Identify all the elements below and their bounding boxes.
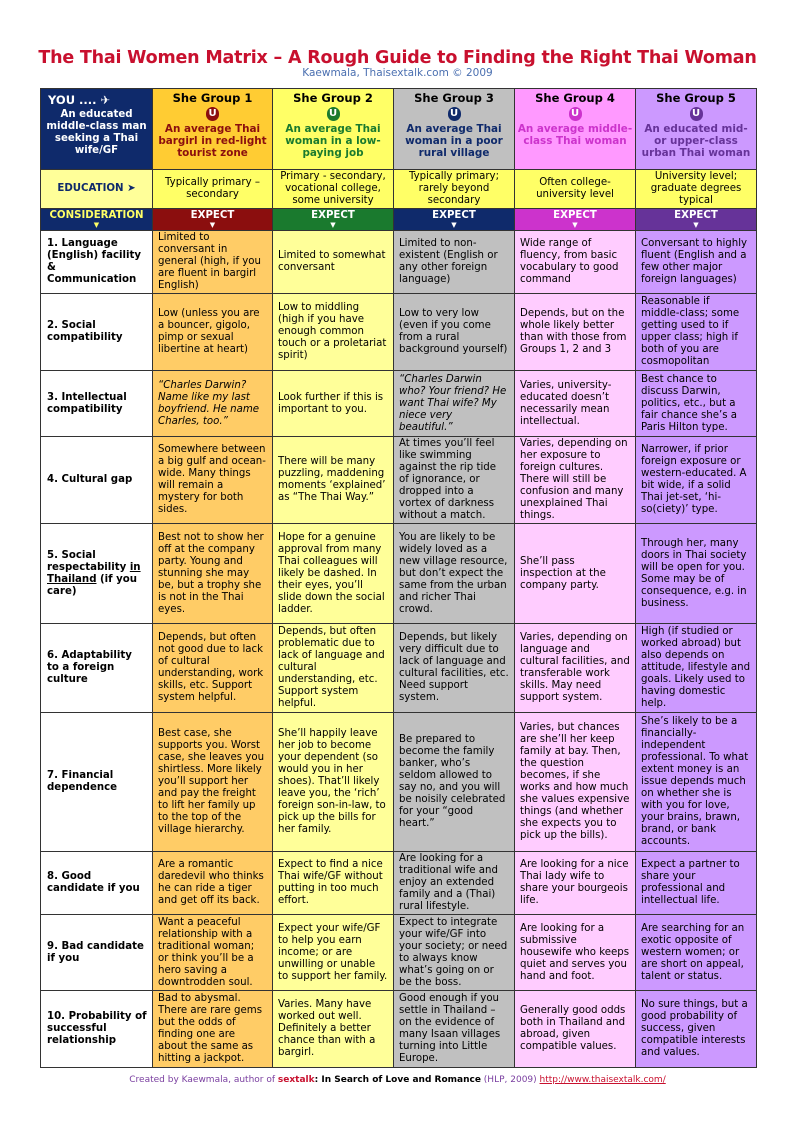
table-cell: High (if studied or worked abroad) but also depends on attitude, lifestyle and goals. Likely used to having domestic help. [636,624,757,713]
row-label: 10. Probability of successful relationship [41,991,153,1068]
table-cell: Low to very low (even if you come from a rural background yourself) [394,294,515,371]
group-1-icon: U [206,107,219,121]
table-cell: There will be many puzzling, maddening moments ‘explained’ as “The Thai Way.” [273,437,394,524]
group-4-expect [515,209,636,231]
group-5-header [636,89,757,170]
footer-website-link[interactable]: http://www.thaisextalk.com/ [539,1075,666,1085]
table-cell: Are a romantic daredevil who thinks he can ride a tiger and get off its back. [153,852,273,915]
group-1-expect [153,209,273,231]
table-row [41,624,757,713]
group-3-description: An average Thai woman in a poor rural village [405,123,503,159]
page-subtitle: Kaewmala, Thaisextalk.com © 2009 [302,67,493,79]
table-cell: You are likely to be widely loved as a new village resource, but don’t expect the same from the urban and richer Thai crowd. [394,524,515,624]
table-cell: Best case, she supports you. Worst case, she leaves you shirtless. More likely you’ll support her and pay the freight to lift her family up to the top of the village hierarchy. [153,713,273,852]
row-label: 7. Financial dependence [41,713,153,852]
table-row [41,294,757,371]
group-1-education: Typically primary – secondary [153,170,273,209]
expect-text: EXPECT [190,210,235,221]
row-label-suffix: (if you care) [47,573,138,597]
row-label: 8. Good candidate if you [41,852,153,915]
table-cell: Best chance to discuss Darwin, politics, etc., but a fair chance she’s a Paris Hilton type. [636,371,757,437]
arrow-down-icon: ▼ [693,221,699,229]
consideration-text: CONSIDERATION [49,210,144,221]
table-cell: Look further if this is important to you. [273,371,394,437]
table-cell: Expect to find a nice Thai wife/GF without putting in too much effort. [273,852,394,915]
table-cell: Reasonable if middle-class; some getting used to if upper class; high if both of you are cosmopolitan [636,294,757,371]
table-cell: Bad to abysmal. There are rare gems but the odds of finding one are about the same as hitting a jackpot. [153,991,273,1068]
table-row [41,524,757,624]
table-cell: Limited to non-existent (English or any other foreign language) [394,231,515,294]
group-3-icon: U [448,107,461,121]
table-cell: Varies, but chances are she’ll her keep family at bay. Then, the question becomes, if she works and how much she values expensive things (and whether she expects you to pick up the bills). [515,713,636,852]
footer-brand: sextalk [277,1075,315,1085]
table-row [41,852,757,915]
group-2-icon: U [327,107,340,121]
footer [0,1075,795,1085]
table-cell: Depends, but on the whole likely better than with those from Groups 1, 2 and 3 [515,294,636,371]
group-5-description: An educated mid- or upper-class urban Thai woman [641,123,751,159]
footer-publisher: (HLP, 2009) [480,1075,540,1085]
group-3-header [394,89,515,170]
table-cell: Low to middling (high if you have enough common touch or a proletariat spirit) [273,294,394,371]
table-cell: She’s likely to be a financially-independent professional. To what extent money is an issue depends much on whether she is with you for love, your brains, brawn, brand, or bank accounts. [636,713,757,852]
expect-row [41,209,757,231]
group-1-header [153,89,273,170]
group-5-icon: U [690,107,703,121]
row-label [41,524,153,624]
expect-text: EXPECT [674,210,718,221]
table-cell: “Charles Darwin who? Your friend? He want Thai wife? My niece very beautiful.” [394,371,515,437]
arrow-down-icon: ▼ [209,221,216,229]
table-cell: Depends, but likely very difficult due to lack of language and cultural facilities, etc. Need support system. [394,624,515,713]
table-cell: Generally good odds both in Thailand and abroad, given compatible values. [515,991,636,1068]
group-4-education: Often college-university level [515,170,636,209]
group-1-name: She Group 1 [172,91,253,105]
table-cell: Depends, but often problematic due to lack of language and cultural understanding, etc. Support system helpful. [273,624,394,713]
you-heading: YOU .... ✈ [48,93,111,107]
education-row [41,170,757,209]
table-cell: Want a peaceful relationship with a traditional woman; or think you’ll be a hero saving a downtrodden soul. [153,915,273,991]
table-cell: Low (unless you are a bouncer, gigolo, pimp or sexual libertine at heart) [153,294,273,371]
table-cell: Narrower, if prior foreign exposure or western-educated. A bit wide, if a solid Thai jet-set, ‘hi-so(ciety)’ type. [636,437,757,524]
table-cell: Wide range of fluency, from basic vocabulary to good command [515,231,636,294]
group-2-description: An average Thai woman in a low-paying job [285,123,381,159]
group-4-icon: U [569,107,582,121]
table-cell: Somewhere between a big gulf and ocean-wide. Many things will remain a mystery for both sides. [153,437,273,524]
consideration-label [41,209,153,231]
row-label-text: 5. Social respectability [47,549,130,573]
table-cell: Varies. Many have worked out well. Definitely a better chance than with a bargirl. [273,991,394,1068]
group-5-education: University level; graduate degrees typical [636,170,757,209]
table-cell: Varies, university-educated doesn’t necessarily mean intellectual. [515,371,636,437]
footer-prefix: Created by Kaewmala, author of [129,1075,278,1085]
table-cell: She’ll pass inspection at the company party. [515,524,636,624]
arrow-down-icon: ▼ [330,221,336,229]
table-cell: Good enough if you settle in Thailand – on the evidence of many Isaan villages turning into Little Europe. [394,991,515,1068]
table-row [41,713,757,852]
table-cell: Limited to somewhat conversant [273,231,394,294]
table-cell: Depends, but often not good due to lack of cultural understanding, work skills, etc. Support system helpful. [153,624,273,713]
table-row [41,231,757,294]
group-2-header [273,89,394,170]
table-cell: Be prepared to become the family banker, who’s seldom allowed to say no, and you will be noisily celebrated for your “good heart.” [394,713,515,852]
table-cell: Hope for a genuine approval from many Thai colleagues will likely be dashed. In their eyes, you’ll slide down the social ladder. [273,524,394,624]
table-row [41,991,757,1068]
group-2-expect [273,209,394,231]
group-2-education: Primary - secondary, vocational college, some university [273,170,394,209]
arrow-down-icon: ▼ [93,221,100,229]
table-cell: Are looking for a nice Thai lady wife to share your bourgeois life. [515,852,636,915]
table-cell: Expect to integrate your wife/GF into your society; or need to always know what’s going on or be the boss. [394,915,515,991]
row-label: 6. Adaptability to a foreign culture [41,624,153,713]
group-3-name: She Group 3 [414,91,494,105]
table-cell: Expect a partner to share your professional and intellectual life. [636,852,757,915]
table-cell: Limited to conversant in general (high, if you are fluent in bargirl English) [153,231,273,294]
group-3-education: Typically primary; rarely beyond secondary [394,170,515,209]
arrow-down-icon: ▼ [572,221,578,229]
matrix-table [40,88,757,1068]
row-label: 1. Language (English) facility & Communication [41,231,153,294]
table-cell: Are looking for a traditional wife and enjoy an extended family and a (Thai) rural lifestyle. [394,852,515,915]
table-row [41,437,757,524]
group-4-description: An average middle-class Thai woman [517,123,633,147]
table-cell: Through her, many doors in Thai society will be open for you. Some may be of consequence, e.g. in business. [636,524,757,624]
group-1-description: An average Thai bargirl in red-light tourist zone [158,123,267,159]
group-2-name: She Group 2 [293,91,373,105]
expect-text: EXPECT [311,210,355,221]
table-cell: She’ll happily leave her job to become your dependent (so would you in her shoes). That’ll likely leave you, the ‘rich’ foreign son-in-law, to pick up the bills for her family. [273,713,394,852]
group-5-expect [636,209,757,231]
group-4-header [515,89,636,170]
expect-text: EXPECT [553,210,597,221]
group-header-row [41,89,757,170]
expect-text: EXPECT [432,210,476,221]
table-cell: No sure things, but a good probability of success, given compatible interests and values. [636,991,757,1068]
group-5-name: She Group 5 [656,91,736,105]
table-cell: At times you’ll feel like swimming against the rip tide of ignorance, or dropped into a vortex of darkness without a match. [394,437,515,524]
table-cell: Varies, depending on language and cultural facilities, and transferable work skills. May need support system. [515,624,636,713]
table-cell: Are looking for a submissive housewife who keeps quiet and serves you hand and foot. [515,915,636,991]
table-cell: Best not to show her off at the company party. Young and stunning she may be, but a trophy she is not in the Thai eyes. [153,524,273,624]
table-cell: “Charles Darwin? Name like my last boyfriend. He name Charles, too.” [153,371,273,437]
table-row [41,371,757,437]
row-label: 9. Bad candidate if you [41,915,153,991]
education-label: EDUCATION ➤ [41,170,153,209]
row-label-underlined: in Thailand [47,561,141,585]
row-label: 2. Social compatibility [41,294,153,371]
group-3-expect [394,209,515,231]
arrow-down-icon: ▼ [451,221,457,229]
table-cell: Conversant to highly fluent (English and a few other major foreign languages) [636,231,757,294]
row-label: 4. Cultural gap [41,437,153,524]
table-cell: Expect your wife/GF to help you earn income; or are unwilling or unable to support her family. [273,915,394,991]
you-description: An educated middle-class man seeking a Thai wife/GF [46,109,147,156]
page-title: The Thai Women Matrix – A Rough Guide to Finding the Right Thai Woman [38,48,757,68]
row-label: 3. Intellectual compatibility [41,371,153,437]
table-cell: Are searching for an exotic opposite of western women; or are short on appeal, talent or status. [636,915,757,991]
you-cell [41,89,153,170]
footer-book-title: : In Search of Love and Romance [314,1075,481,1085]
table-cell: Varies, depending on her exposure to foreign cultures. There will still be confusion and many unexplained Thai things. [515,437,636,524]
table-row [41,915,757,991]
group-4-name: She Group 4 [535,91,615,105]
